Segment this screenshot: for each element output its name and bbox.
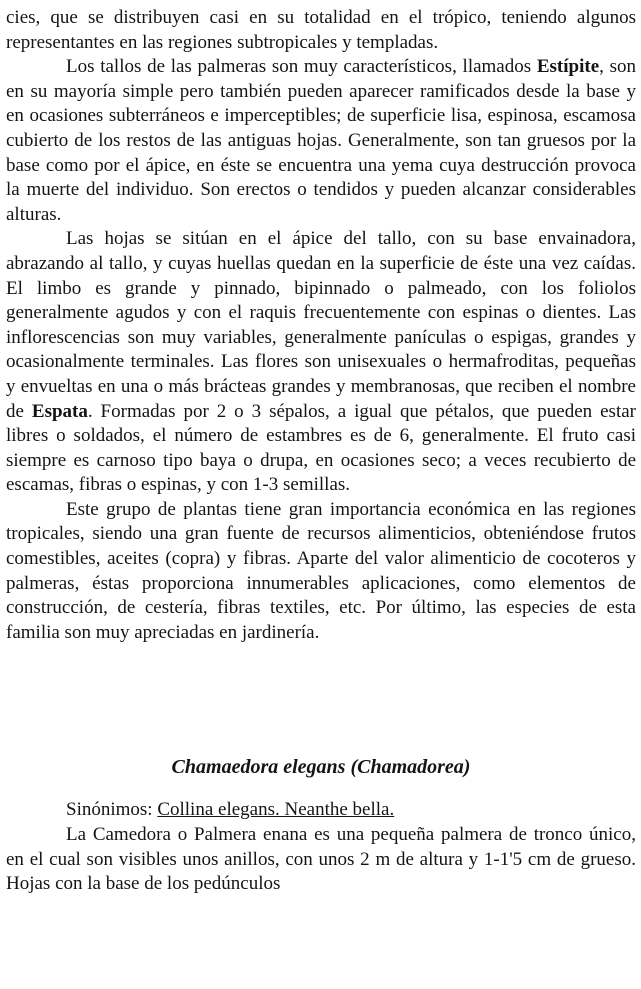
paragraph-leaves-text-b: . Formadas por 2 o 3 sépalos, a igual que pétalos, que pueden estar libres o soldados, el número de estambres es de 6, generalmente. El fruto casi siempre es carnoso tipo baya o drupa, en ocasiones seco; a veces recubierto de escamas, fibras o espinas, y con 1-3 semillas. [6,400,636,496]
paragraph-stems-text-a: Los tallos de las palmeras son muy característicos, llamados [66,56,537,78]
synonyms-line [6,798,636,823]
paragraph-stems [6,55,636,227]
species-description: La Camedora o Palmera enana es una pequeña palmera de tronco único, en el cual son visibles unos anillos, con unos 2 m de altura y 1-1'5 cm de grueso. Hojas con la base de los pedúnculos [6,824,636,895]
synonyms-label: Sinónimos: [66,799,158,821]
term-estipite: Estípite [536,56,600,78]
paragraph-stems-text-b: , son en su mayoría simple pero también pueden aparecer ramificados desde la base y en ocasiones subterráneos e imperceptibles; de superficie lisa, espinosa, escamosa cubierto de los restos de las antiguas hojas. Generalmente, son tan gruesos por la base como por el ápice, en éste se encuentra una yema cuya destrucción provoca la muerte del individuo. Son erectos o tendidos y pueden alcanzar considerables alturas. [6,56,636,225]
paragraph-economic-importance: Este grupo de plantas tiene gran importancia económica en las regiones tropicales, siendo una gran fuente de recursos alimenticios, obteniéndose frutos comestibles, aceites (copra) y fibras. Aparte del valor alimenticio de cocoteros y palmeras, éstas proporciona innumerables aplicaciones, como elementos de construcción, de cestería, fibras textiles, etc. Por último, las especies de esta familia son muy apreciadas en jardinería. [6,498,636,643]
term-espata: Espata [31,400,88,422]
synonyms-value: Collina elegans. Neanthe bella. [157,799,395,821]
document-page [6,6,636,897]
paragraph-leaves-text-a: Las hojas se sitúan en el ápice del tallo, con su base envainadora, abrazando al tallo, y cuyas huellas quedan en la superficie de éste una vez caídas. El limbo es grande y pinnado, bipinnado o palmeado, con los foliolos generalmente agudos y con el raquis frecuentemente con espinas o dientes. Las inflorescencias son muy variables, generalmente panículas o espigas, grandes y ocasionalmente terminales. Las flores son unisexuales o hermafroditas, pequeñas y envueltas en una o más brácteas grandes y membranosas, que reciben el nombre de [6,228,636,422]
paragraph-continuation: cies, que se distribuyen casi en su totalidad en el trópico, teniendo algunos representantes en las regiones subtropicales y templadas. [6,7,636,53]
species-title: Chamaedora elegans (Chamadorea) [171,756,471,779]
paragraph-leaves [6,227,636,498]
